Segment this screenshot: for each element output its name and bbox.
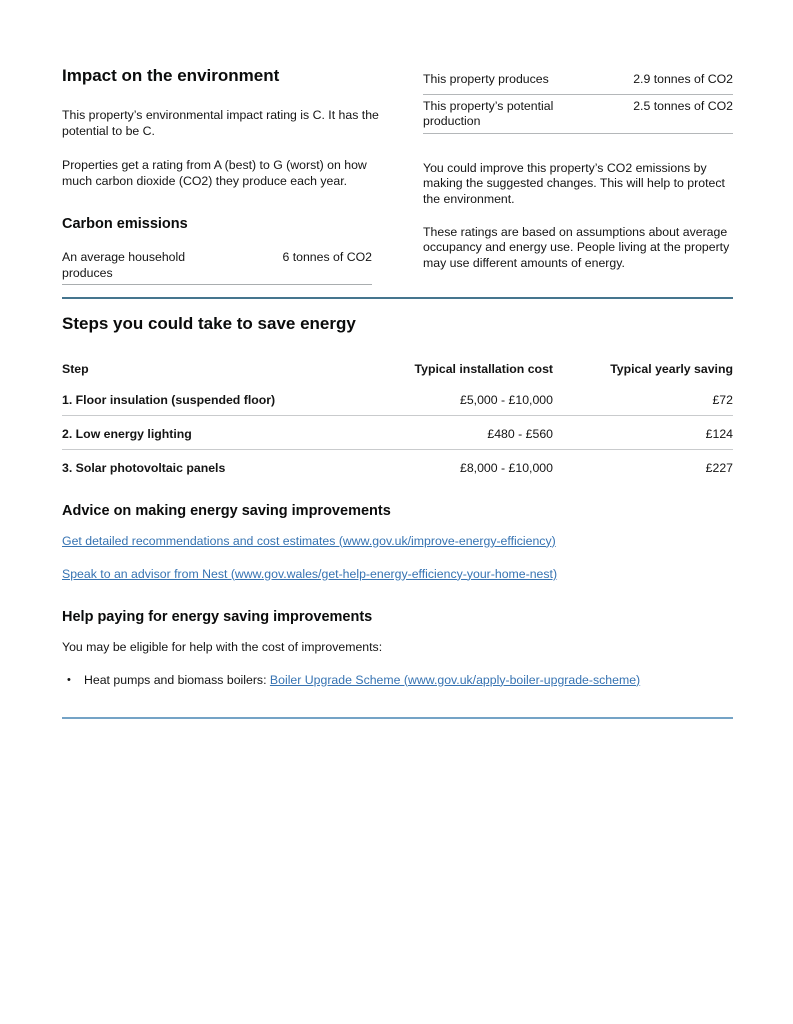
step-cost: £480 - £560 — [487, 426, 553, 441]
advice-heading: Advice on making energy saving improvements — [62, 502, 391, 519]
potential-production-value: 2.5 tonnes of CO2 — [633, 98, 733, 113]
recommendations-link[interactable]: Get detailed recommendations and cost estimates (www.gov.uk/improve-energy-efficiency) — [62, 533, 556, 548]
nest-advisor-link[interactable]: Speak to an advisor from Nest (www.gov.wales/get-help-energy-efficiency-your-home-nest) — [62, 566, 558, 581]
header-installation-cost: Typical installation cost — [414, 361, 553, 376]
potential-production-label: This property’s potential production — [423, 98, 554, 129]
section-title-steps: Steps you could take to save energy — [62, 313, 356, 333]
header-yearly-saving: Typical yearly saving — [610, 361, 733, 376]
table-row — [62, 416, 733, 450]
nest-advisor-link-line — [62, 566, 733, 582]
bullet-text — [84, 672, 640, 688]
step-cost: £5,000 - £10,000 — [460, 392, 553, 407]
table-row — [62, 450, 733, 476]
help-paying-heading: Help paying for energy saving improvements — [62, 608, 373, 625]
carbon-emissions-heading: Carbon emissions — [62, 216, 188, 233]
table-row — [62, 377, 733, 416]
property-produces-row — [423, 65, 733, 95]
improve-emissions-paragraph: You could improve this property’s CO2 emissions by making the suggested changes. This will help to protect the environment. — [423, 160, 725, 206]
rating-explainer-paragraph: Properties get a rating from A (best) to G (worst) on how much carbon dioxide (CO2) they produce each year. — [62, 158, 367, 188]
average-household-label: An average household produces — [62, 250, 186, 280]
impact-rating-paragraph: This property’s environmental impact rating is C. It has the potential to be C. — [62, 108, 379, 138]
step-saving: £72 — [712, 392, 733, 407]
section-title-impact: Impact on the environment — [62, 66, 280, 85]
potential-production-row — [423, 95, 733, 134]
step-name: 3. Solar photovoltaic panels — [62, 460, 226, 475]
environment-section — [62, 65, 733, 285]
property-produces-value: 2.9 tonnes of CO2 — [633, 72, 733, 86]
bullet-prefix-text: Heat pumps and biomass boilers: — [84, 672, 270, 687]
step-name: 2. Low energy lighting — [62, 426, 192, 441]
step-saving: £124 — [705, 426, 733, 441]
steps-table-header-row — [62, 361, 733, 377]
list-item — [62, 672, 733, 688]
environment-right-column — [423, 65, 733, 285]
average-household-row — [62, 250, 372, 284]
steps-table — [62, 361, 733, 476]
step-name: 1. Floor insulation (suspended floor) — [62, 392, 276, 407]
environment-left-column — [62, 65, 379, 285]
header-step: Step — [62, 361, 89, 376]
help-intro-text: You may be eligible for help with the cost of improvements: — [62, 639, 383, 654]
ratings-assumptions-paragraph: These ratings are based on assumptions about average occupancy and energy use. People living at the property may use different amounts of energy. — [423, 224, 730, 270]
step-cost: £8,000 - £10,000 — [460, 460, 553, 475]
bullet-icon: • — [67, 673, 71, 686]
step-saving: £227 — [705, 460, 733, 475]
section-divider — [62, 297, 733, 299]
recommendations-link-line — [62, 533, 733, 549]
average-household-value: 6 tonnes of CO2 — [282, 250, 372, 265]
property-produces-label: This property produces — [423, 72, 549, 86]
boiler-upgrade-scheme-link[interactable]: Boiler Upgrade Scheme (www.gov.uk/apply-boiler-upgrade-scheme) — [269, 672, 641, 687]
bottom-divider — [62, 717, 733, 719]
